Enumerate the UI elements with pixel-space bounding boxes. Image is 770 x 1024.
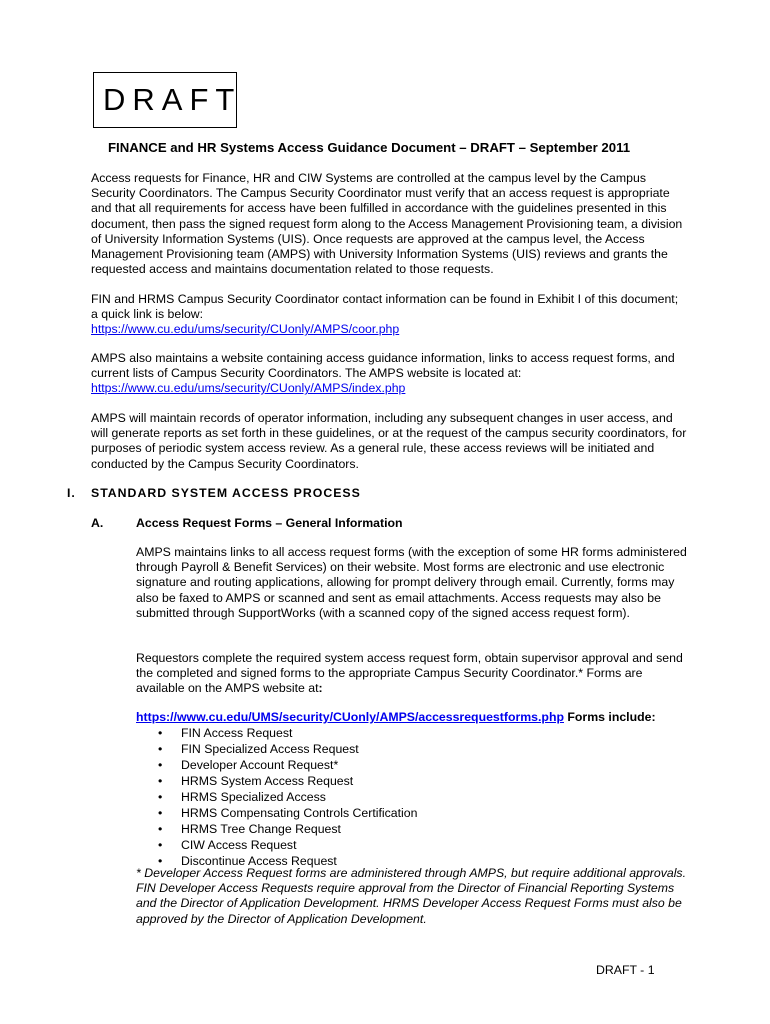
forms-list	[154, 725, 417, 869]
records-text: AMPS will maintain records of operator information, including any subsequent changes in user access, and will generate reports as set forth in these guidelines, or at the request of the campus security coordinators, for purposes of periodic system access review. As a general rule, these access reviews will be initiated and conducted by the Campus Security Coordinators.	[91, 411, 687, 471]
list-item: • HRMS Specialized Access	[154, 789, 417, 805]
section-number: I.	[67, 486, 76, 500]
section-title: STANDARD SYSTEM ACCESS PROCESS	[91, 486, 361, 500]
forms-include-label: Forms include:	[563, 710, 656, 724]
requestors-text: Requestors complete the required system access request form, obtain supervisor approval and send the completed and signed forms to the appropriate Campus Security Coordinator.* Forms are available on the AMPS website at	[136, 651, 683, 696]
section-heading	[67, 486, 361, 501]
document-title: FINANCE and HR Systems Access Guidance Document – DRAFT – September 2011	[108, 140, 631, 155]
intro-text: Access requests for Finance, HR and CIW Systems are controlled at the campus level by the Campus Security Coordinators. The Campus Security Coordinator must verify that an access request is appropriate and that all requirements for access have been fulfilled in accordance with the guidelines presented in this document, then pass the signed request form along to the Access Management Provisioning team, a division of University Information Systems (UIS). Once requests are approved at the campus level, the Access Management Provisioning team (AMPS) with University Information Systems (UIS) reviews and grants the requested access and maintains documentation related to those requests.	[91, 171, 683, 277]
list-item: • FIN Access Request	[154, 725, 417, 741]
records-paragraph	[91, 411, 687, 472]
forms-info-paragraph: AMPS maintains links to all access request forms (with the exception of some HR forms administered through Payroll & Benefit Services) on their website. Most forms are electronic and use electronic signature and routing applications, allowing for prompt delivery through email. Currently, forms may also be faxed to AMPS or scanned and sent as email attachments. Access requests may also be submitted through SupportWorks (with a scanned copy of the signed access request form).	[136, 545, 687, 620]
developer-note: * Developer Access Request forms are administered through AMPS, but require additional approvals. FIN Developer Access Requests require approval from the Director of Financial Reporting Systems and the Director of Application Development. HRMS Developer Access Request Forms must also be approved by the Director of Application Development.	[136, 866, 686, 926]
page-footer: DRAFT - 1	[596, 963, 655, 977]
requestors-paragraph	[136, 651, 692, 697]
draft-stamp: DRAFT	[93, 72, 237, 128]
contact-paragraph	[91, 292, 687, 338]
coordinator-link[interactable]: https://www.cu.edu/ums/security/CUonly/AMPS/coor.php	[91, 322, 400, 337]
list-item: • Developer Account Request*	[154, 757, 417, 773]
subsection-heading	[91, 516, 403, 531]
website-paragraph	[91, 351, 687, 397]
requestors-colon: :	[318, 681, 323, 696]
forms-link-line	[136, 710, 656, 725]
subsection-letter: A.	[91, 516, 104, 530]
list-item: • HRMS Tree Change Request	[154, 821, 417, 837]
list-item: • HRMS Compensating Controls Certification	[154, 805, 417, 821]
intro-paragraph	[91, 171, 687, 277]
list-item: • FIN Specialized Access Request	[154, 741, 417, 757]
contact-text: FIN and HRMS Campus Security Coordinator contact information can be found in Exhibit I of this document; a quick link is below:	[91, 292, 679, 322]
list-item: • HRMS System Access Request	[154, 773, 417, 789]
list-item: • CIW Access Request	[154, 837, 417, 853]
list-item: • Discontinue Access Request	[154, 853, 417, 869]
website-text: AMPS also maintains a website containing access guidance information, links to access request forms, and current lists of Campus Security Coordinators. The AMPS website is located at:	[91, 351, 675, 381]
subsection-title: Access Request Forms – General Information	[136, 516, 403, 530]
access-request-forms-link[interactable]: https://www.cu.edu/UMS/security/CUonly/AMPS/accessrequestforms.php	[136, 710, 564, 724]
amps-index-link[interactable]: https://www.cu.edu/ums/security/CUonly/AMPS/index.php	[91, 381, 406, 396]
